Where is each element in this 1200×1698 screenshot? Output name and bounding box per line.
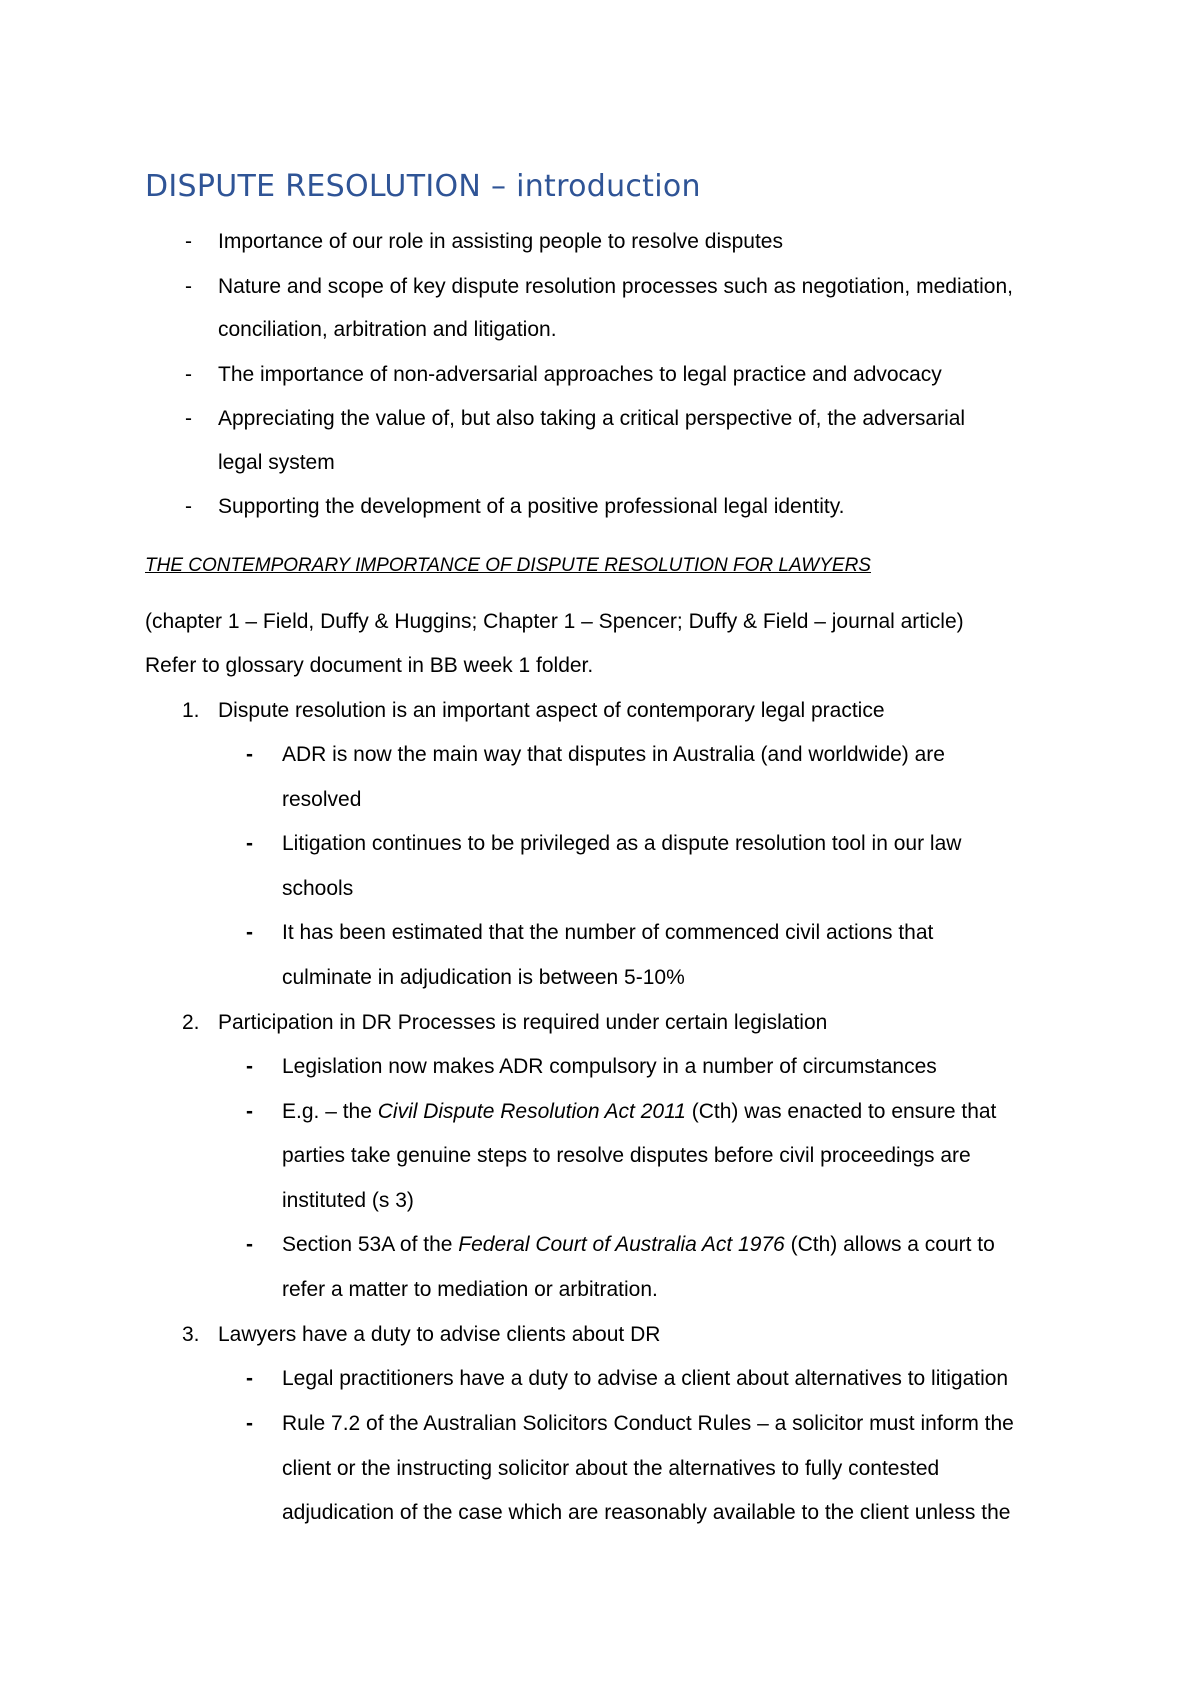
point-1-text: Dispute resolution is an important aspect of contemporary legal practice — [218, 699, 885, 722]
bullet-dash: - — [185, 407, 192, 430]
page-title: DISPUTE RESOLUTION – introduction — [145, 169, 701, 204]
point-1-sub-3: It has been estimated that the number of commenced civil actions that — [282, 921, 934, 944]
intro-bullet-4: Appreciating the value of, but also taking a critical perspective of, the adversarial — [218, 407, 966, 430]
point-3-sub-2-cont: client or the instructing solicitor about the alternatives to fully contested — [282, 1457, 940, 1480]
glossary-note: Refer to glossary document in BB week 1 folder. — [145, 654, 594, 677]
sub-bullet-dash: - — [246, 832, 253, 855]
point-number: 3. — [182, 1323, 200, 1346]
point-1-sub-1-cont: resolved — [282, 788, 362, 811]
bullet-dash: - — [185, 495, 192, 518]
sub-bullet-dash: - — [246, 1412, 253, 1435]
sub-bullet-dash: - — [246, 1100, 253, 1123]
point-3-sub-1: Legal practitioners have a duty to advise a client about alternatives to litigation — [282, 1367, 1009, 1390]
bullet-dash: - — [185, 230, 192, 253]
bullet-dash: - — [185, 363, 192, 386]
sub-bullet-dash: - — [246, 1367, 253, 1390]
point-2-sub-2-cont: parties take genuine steps to resolve disputes before civil proceedings are — [282, 1144, 971, 1167]
point-2-sub-1: Legislation now makes ADR compulsory in a number of circumstances — [282, 1055, 937, 1078]
sub-bullet-dash: - — [246, 1233, 253, 1256]
point-3-sub-2: Rule 7.2 of the Australian Solicitors Conduct Rules – a solicitor must inform the — [282, 1412, 1014, 1435]
point-2-sub-2-cont-2: instituted (s 3) — [282, 1189, 414, 1212]
point-2-text: Participation in DR Processes is required under certain legislation — [218, 1011, 828, 1034]
intro-bullet-3: The importance of non-adversarial approaches to legal practice and advocacy — [218, 363, 942, 386]
point-2-sub-3-tail: (Cth) allows a court to — [784, 1233, 995, 1256]
sub-bullet-dash: - — [246, 743, 253, 766]
sub-bullet-dash: - — [246, 1055, 253, 1078]
point-1-sub-2: Litigation continues to be privileged as a dispute resolution tool in our law — [282, 832, 962, 855]
references-line: (chapter 1 – Field, Duffy & Huggins; Chapter 1 – Spencer; Duffy & Field – journal article) — [145, 610, 964, 633]
point-2-sub-3-cont: refer a matter to mediation or arbitration. — [282, 1278, 658, 1301]
point-2-sub-2 — [282, 1097, 996, 1127]
point-1-sub-1: ADR is now the main way that disputes in Australia (and worldwide) are — [282, 743, 945, 766]
point-2-sub-2-lead: E.g. – the — [282, 1100, 378, 1123]
bullet-dash: - — [185, 275, 192, 298]
point-2-sub-2-tail: (Cth) was enacted to ensure that — [685, 1100, 997, 1123]
point-1-sub-3-cont: culminate in adjudication is between 5-10% — [282, 966, 685, 989]
act-name-civil-dispute: Civil Dispute Resolution Act 2011 — [377, 1100, 686, 1123]
intro-bullet-1: Importance of our role in assisting people to resolve disputes — [218, 230, 783, 253]
section-heading: THE CONTEMPORARY IMPORTANCE OF DISPUTE RESOLUTION FOR LAWYERS — [145, 555, 871, 576]
point-number: 1. — [182, 699, 200, 722]
intro-bullet-5: Supporting the development of a positive professional legal identity. — [218, 495, 845, 518]
act-name-federal-court: Federal Court of Australia Act 1976 — [458, 1233, 785, 1256]
intro-bullet-4-cont: legal system — [218, 451, 335, 474]
point-2-sub-3-lead: Section 53A of the — [282, 1233, 459, 1256]
intro-bullet-2-cont: conciliation, arbitration and litigation. — [218, 318, 557, 341]
intro-bullet-2: Nature and scope of key dispute resolution processes such as negotiation, mediation, — [218, 275, 1013, 298]
point-3-sub-2-cont-2: adjudication of the case which are reasonably available to the client unless the — [282, 1501, 1011, 1524]
sub-bullet-dash: - — [246, 921, 253, 944]
point-3-text: Lawyers have a duty to advise clients about DR — [218, 1323, 661, 1346]
point-2-sub-3 — [282, 1230, 995, 1260]
point-number: 2. — [182, 1011, 200, 1034]
point-1-sub-2-cont: schools — [282, 877, 354, 900]
